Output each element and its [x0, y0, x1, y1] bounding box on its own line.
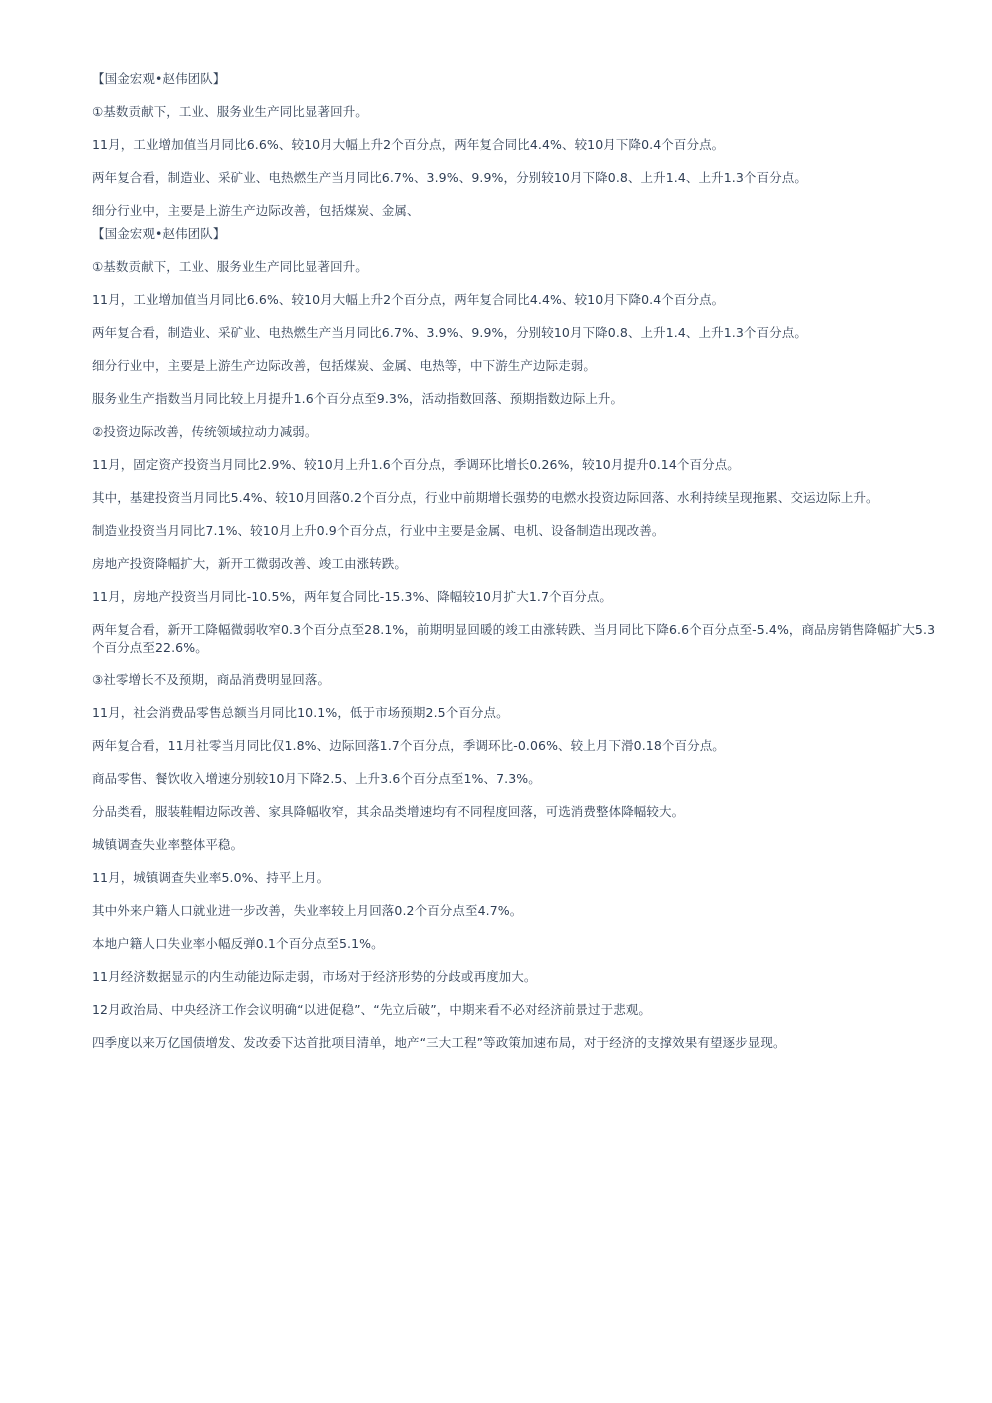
paragraph: 制造业投资当月同比7.1%、较10月上升0.9个百分点，行业中主要是金属、电机、设备制造出现改善。 [92, 523, 665, 538]
paragraph: ①基数贡献下，工业、服务业生产同比显著回升。 [92, 104, 368, 119]
paragraph-truncated: 细分行业中，主要是上游生产边际改善，包括煤炭、金属、 [92, 203, 420, 218]
paragraph: 服务业生产指数当月同比较上月提升1.6个百分点至9.3%，活动指数回落、预期指数边际上升。 [92, 391, 624, 406]
paragraph: 11月，工业增加值当月同比6.6%、较10月大幅上升2个百分点，两年复合同比4.4%、较10月下降0.4个百分点。 [92, 292, 725, 307]
paragraph: 11月，社会消费品零售总额当月同比10.1%，低于市场预期2.5个百分点。 [92, 705, 509, 720]
paragraph: 11月经济数据显示的内生动能边际走弱，市场对于经济形势的分歧或再度加大。 [92, 969, 537, 984]
paragraph: 两年复合看，新开工降幅微弱收窄0.3个百分点至28.1%，前期明显回暖的竣工由涨转跌、当月同比下降6.6个百分点至-5.4%，商品房销售降幅扩大5.3个百分点至22.6%。 [92, 622, 936, 655]
paragraph-section-heading: ②投资边际改善，传统领域拉动力减弱。 [92, 424, 318, 439]
paragraph: 11月，房地产投资当月同比-10.5%，两年复合同比-15.3%、降幅较10月扩大1.7个百分点。 [92, 589, 613, 604]
paragraph: 两年复合看，制造业、采矿业、电热燃生产当月同比6.7%、3.9%、9.9%，分别较10月下降0.8、上升1.4、上升1.3个百分点。 [92, 170, 807, 185]
paragraph-team-header: 【国金宏观•赵伟团队】 [92, 71, 226, 86]
paragraph: 11月，工业增加值当月同比6.6%、较10月大幅上升2个百分点，两年复合同比4.4%、较10月下降0.4个百分点。 [92, 137, 725, 152]
paragraph-team-header: 【国金宏观•赵伟团队】 [92, 226, 226, 241]
paragraph: 两年复合看，11月社零当月同比仅1.8%、边际回落1.7个百分点，季调环比-0.06%、较上月下滑0.18个百分点。 [92, 738, 725, 753]
paragraph: 分品类看，服装鞋帽边际改善、家具降幅收窄，其余品类增速均有不同程度回落，可选消费整体降幅较大。 [92, 804, 685, 819]
document-body [92, 70, 942, 1067]
paragraph-section-heading: ③社零增长不及预期，商品消费明显回落。 [92, 672, 331, 687]
paragraph: 11月，城镇调查失业率5.0%、持平上月。 [92, 870, 330, 885]
paragraph: 两年复合看，制造业、采矿业、电热燃生产当月同比6.7%、3.9%、9.9%，分别较10月下降0.8、上升1.4、上升1.3个百分点。 [92, 325, 807, 340]
paragraph: 本地户籍人口失业率小幅反弹0.1个百分点至5.1%。 [92, 936, 384, 951]
paragraph: 其中外来户籍人口就业进一步改善，失业率较上月回落0.2个百分点至4.7%。 [92, 903, 523, 918]
paragraph: 细分行业中，主要是上游生产边际改善，包括煤炭、金属、电热等，中下游生产边际走弱。 [92, 358, 597, 373]
paragraph: 其中，基建投资当月同比5.4%、较10月回落0.2个百分点，行业中前期增长强势的电燃水投资边际回落、水利持续呈现拖累、交运边际上升。 [92, 490, 879, 505]
paragraph: 12月政治局、中央经济工作会议明确“以进促稳”、“先立后破”，中期来看不必对经济前景过于悲观。 [92, 1002, 652, 1017]
paragraph: 房地产投资降幅扩大，新开工微弱改善、竣工由涨转跌。 [92, 556, 408, 571]
paragraph: 城镇调查失业率整体平稳。 [92, 837, 244, 852]
paragraph: ①基数贡献下，工业、服务业生产同比显著回升。 [92, 259, 368, 274]
paragraph: 11月，固定资产投资当月同比2.9%、较10月上升1.6个百分点，季调环比增长0.26%，较10月提升0.14个百分点。 [92, 457, 740, 472]
paragraph: 四季度以来万亿国债增发、发改委下达首批项目清单，地产“三大工程”等政策加速布局，对于经济的支撑效果有望逐步显现。 [92, 1035, 786, 1050]
paragraph: 商品零售、餐饮收入增速分别较10月下降2.5、上升3.6个百分点至1%、7.3%。 [92, 771, 541, 786]
